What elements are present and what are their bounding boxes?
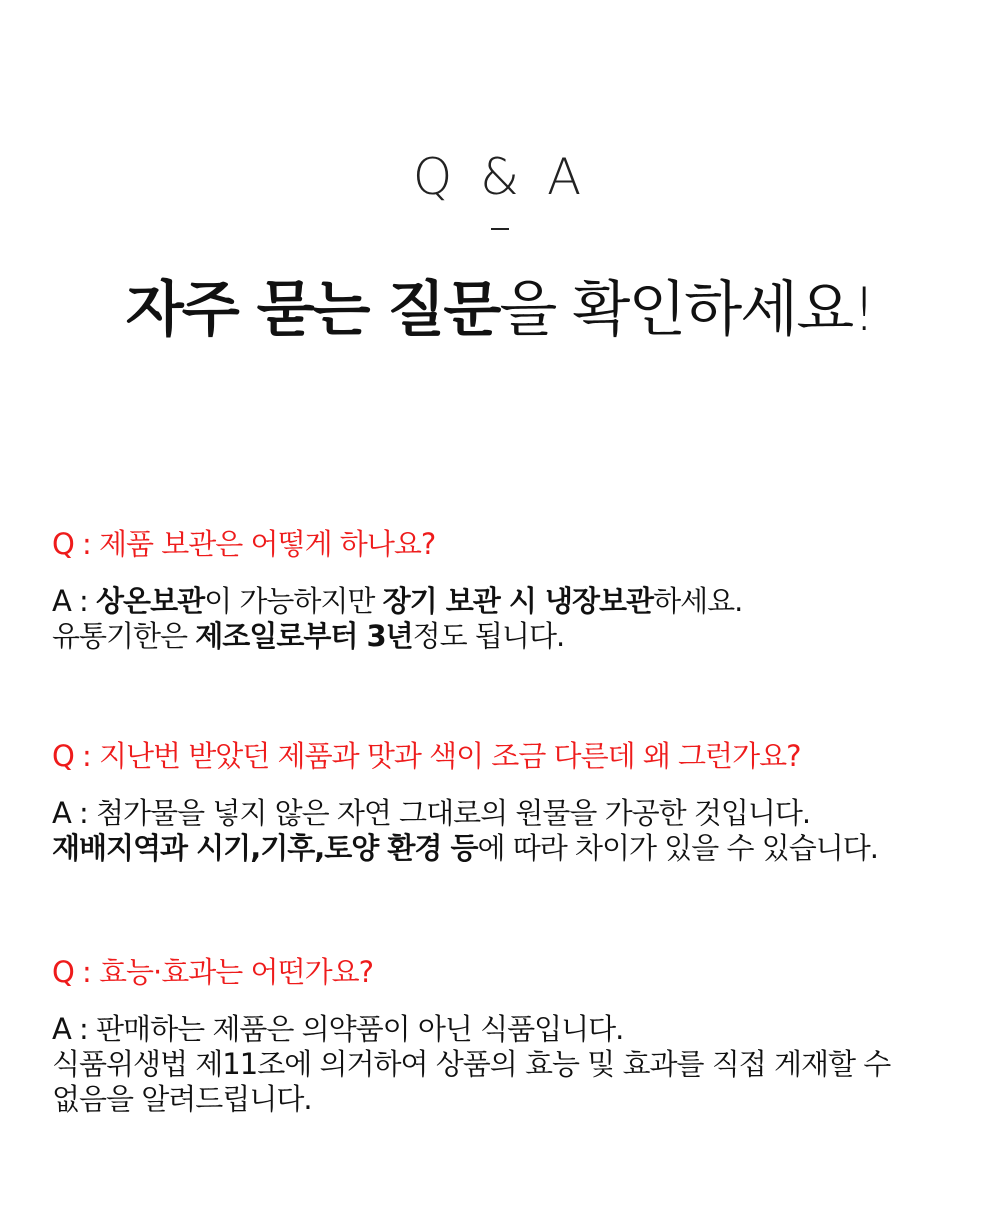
faq-answer-text: A : — [52, 584, 97, 618]
faq-question: Q : 지난번 받았던 제품과 맛과 색이 조금 다른데 왜 그런가요? — [52, 739, 801, 773]
faq-answer-line — [52, 619, 972, 654]
faq-answer-emphasis: 재배지역과 시기,기후,토양 환경 등 — [52, 831, 478, 865]
faq-answer-text: 없음을 알려드립니다. — [52, 1082, 312, 1116]
faq-answer-emphasis: 상온보관 — [96, 584, 205, 618]
faq-answer-text: 에 따라 차이가 있을 수 있습니다. — [477, 831, 879, 865]
faq-item — [52, 952, 972, 1117]
page-title — [0, 262, 1000, 348]
page-title-bold: 자주 묻는 질문 — [125, 275, 500, 345]
faq-answer — [52, 1012, 972, 1117]
faq-answer-text: 정도 됩니다. — [412, 619, 565, 653]
title-divider — [491, 228, 509, 230]
faq-answer-text: A : 첨가물을 넣지 않은 자연 그대로의 원물을 가공한 것입니다. — [52, 796, 811, 830]
faq-answer-line — [52, 1047, 972, 1082]
faq-answer-text: 유통기한은 — [52, 619, 196, 653]
faq-answer-text: 하세요. — [653, 584, 743, 618]
faq-answer-line — [52, 831, 972, 866]
faq-answer — [52, 584, 972, 654]
faq-answer-line — [52, 584, 972, 619]
faq-question: Q : 효능·효과는 어떤가요? — [52, 955, 373, 989]
faq-answer — [52, 796, 972, 866]
faq-answer-text: 이 가능하지만 — [204, 584, 383, 618]
faq-answer-text: 식품위생법 제11조에 의거하여 상품의 효능 및 효과를 직접 게재할 수 — [52, 1047, 891, 1081]
faq-answer-line — [52, 1012, 972, 1047]
faq-item — [52, 524, 972, 654]
faq-item — [52, 736, 972, 866]
faq-answer-emphasis: 제조일로부터 3년 — [195, 619, 413, 653]
faq-answer-text: A : 판매하는 제품은 의약품이 아닌 식품입니다. — [52, 1012, 624, 1046]
faq-question: Q : 제품 보관은 어떻게 하나요? — [52, 527, 436, 561]
faq-answer-emphasis: 장기 보관 시 냉장보관 — [382, 584, 654, 618]
faq-answer-line — [52, 796, 972, 831]
page-title-light: 을 확인하세요! — [499, 275, 875, 345]
qa-label: Q & A — [412, 148, 588, 206]
faq-answer-line — [52, 1082, 972, 1117]
